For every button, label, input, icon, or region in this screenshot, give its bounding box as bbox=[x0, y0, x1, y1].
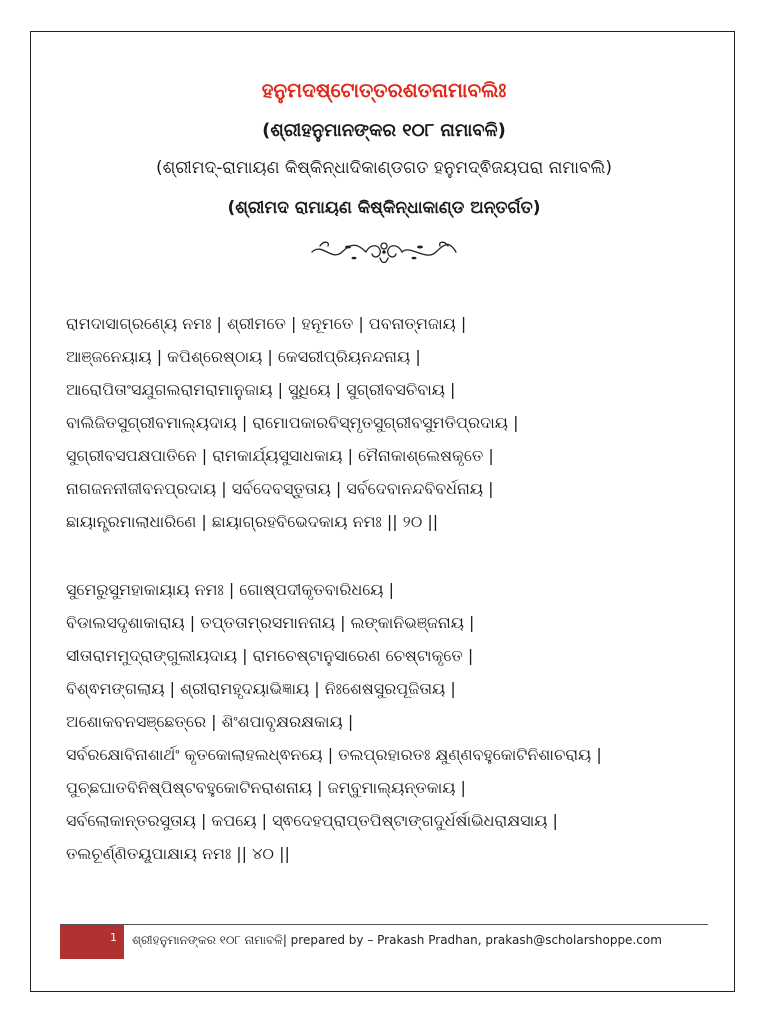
verse-line: ସର୍ବରକ୍ଷୋବିନାଶାର୍ଥଂ କୃତକୋଲାହଲଧ୍ଵନୟେ | ତଲପ୍ରହାରତଃ କ୍ଷୁଣ୍ଣବହୁକୋଟିନିଶାଚରାୟ | bbox=[66, 745, 602, 764]
footer-text: ଶ୍ରୀହନୁମାନଙ୍କର ୧୦୮ ନାମାବଳି| prepared by – Prakash Pradhan, prakash@scholarshoppe.com bbox=[132, 933, 662, 947]
page-title: ହନୁମଦଷ୍ଟୋତ୍ତରଶତନାମାବଲିଃ bbox=[261, 78, 507, 102]
verse-line: ଆଞ୍ଜନେୟାୟ | କପିଶ୍ରେଷ୍ଠାୟ | କେସରୀପ୍ରିୟନନ୍ଦନାୟ | bbox=[66, 347, 421, 366]
verse-line: ପୁଚ୍ଛଘାତବିନିଷ୍ପିଷ୍ଟବହୁକୋଟିନରାଶନାୟ | ଜମ୍ବୁମାଲ୍ୟନ୍ତକାୟ | bbox=[66, 778, 466, 797]
verse-line: ସୁମେରୁସୁମହାକାୟାୟ ନମଃ | ଗୋଷ୍ପଦୀକୃତବାରିଧୟେ | bbox=[66, 580, 394, 599]
verse-line: ଆରୋପିତାଂସଯୁଗଲରାମରାମାନୁଜାୟ | ସୁଧିୟେ | ସୁଗ୍ରୀବସଚିବାୟ | bbox=[66, 380, 456, 399]
verse-line: ନାଗଜନନୀଜୀବନପ୍ରଦାୟ | ସର୍ବଦେବସ୍ତୁତାୟ | ସର୍ବଦେବାନନ୍ଦବିବର୍ଧନାୟ | bbox=[66, 479, 494, 498]
verse-line: ତଲଚୂର୍ଣ୍ଣିତୟୂପାକ୍ଷାୟ ନମଃ || ୪୦ || bbox=[66, 844, 290, 863]
verse-line: ବାଲିଜିତସୁଗ୍ରୀବମାଲ୍ୟଦାୟ | ରାମୋପକାରବିସ୍ମୃତସୁଗ୍ରୀବସୁମତିପ୍ରଦାୟ | bbox=[66, 413, 519, 432]
verse-line: ରାମଦାସାଗ୍ରଣ୍ୟେ ନମଃ | ଶ୍ରୀମତେ | ହନୂମତେ | ପବନାତ୍ମଜାୟ | bbox=[66, 314, 467, 333]
verse-line: ଛାୟାନ୍ତ୍ରମାଲାଧାରିଣେ | ଛାୟାଗ୍ରହବିଭେଦକାୟ ନମଃ || ୨୦ || bbox=[66, 512, 439, 531]
verse-line: ସର୍ବଲୋକାନ୍ତରସୁତାୟ | କପୟେ | ସ୍ଵଦେହପ୍ରାପ୍ତପିଷ୍ଟାଙ୍ଗଦୁର୍ଧର୍ଷାଭିଧରାକ୍ଷସାୟ | bbox=[66, 811, 558, 830]
verse-line: ସୁଗ୍ରୀବସପକ୍ଷପାତିନେ | ରାମକାର୍ଯ୍ୟସୁସାଧକାୟ | ମୈନାକାଶ୍ଲେଷକୃତେ | bbox=[66, 446, 494, 465]
subtitle-tertiary: (ଶ୍ରୀମଦ ରାମାୟଣ କିଷ୍କିନ୍ଧାକାଣ୍ଡ ଅନ୍ତର୍ଗତ) bbox=[227, 198, 541, 218]
page-number-badge bbox=[60, 925, 124, 959]
flourish-ornament-icon bbox=[308, 236, 460, 268]
footer-divider bbox=[60, 924, 708, 925]
verse-line: ବିଶ୍ଵମଙ୍ଗଲାୟ | ଶ୍ରୀରାମହୃଦୟାଭିଜ୍ଞାୟ | ନିଃଶେଷସୁରପୂଜିତାୟ | bbox=[66, 679, 456, 698]
verse-line: ଅଶୋକବନସଞ୍ଛେତ୍ରେ | ଶିଂଶପାବୃକ୍ଷରକ୍ଷକାୟ | bbox=[66, 712, 354, 731]
subtitle-secondary: (ଶ୍ରୀମଦ୍-ରାମାୟଣ କିଷ୍କିନ୍ଧାଦିକାଣ୍ଡଗତ ହନୁମଦ୍ଵିଜୟପରା ନାମାବଲି) bbox=[156, 158, 612, 178]
verse-line: ସୀତାରାମମୁଦ୍ରାଙ୍ଗୁଲୀୟଦାୟ | ରାମଚେଷ୍ଟାନୁସାରେଣ ଚେଷ୍ଟାକୃତେ | bbox=[66, 646, 474, 665]
subtitle-primary: (ଶ୍ରୀହନୁମାନଙ୍କର ୧୦୮ ନାମାବଳି) bbox=[262, 120, 506, 141]
verse-line: ବିଡାଲସଦୃଶାକାରାୟ | ତପ୍ତତାମ୍ରସମାନନାୟ | ଲଙ୍କାନିଭଞ୍ଜନାୟ | bbox=[66, 613, 475, 632]
page-number: 1 bbox=[110, 931, 117, 944]
